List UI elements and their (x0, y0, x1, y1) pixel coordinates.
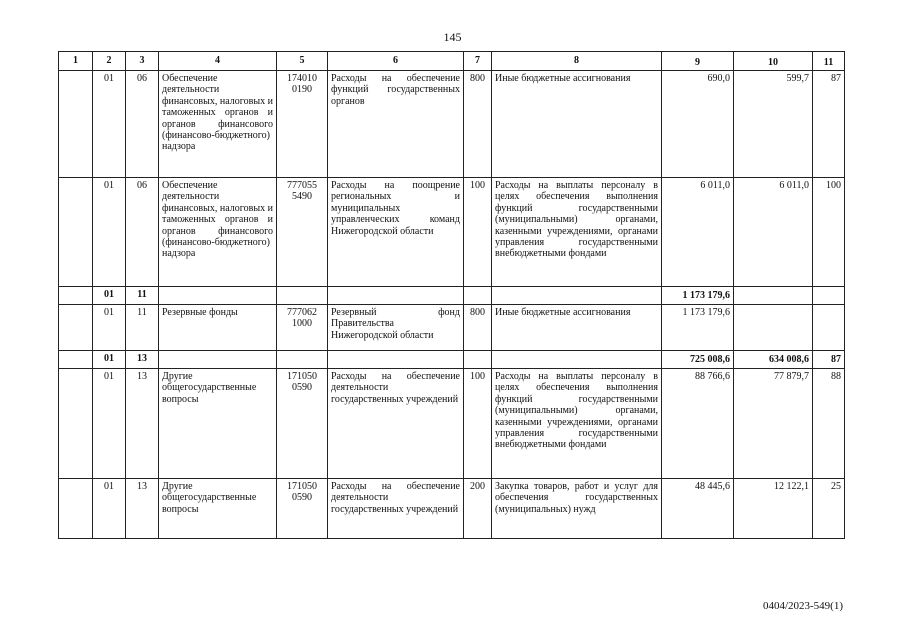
table-row (59, 305, 845, 351)
cell-actual-amount (734, 305, 813, 351)
cell-percent: 87 (813, 351, 845, 369)
column-header: 4 (159, 52, 277, 71)
cell-expense-name: Иные бюджетные ассигнования (492, 71, 662, 178)
cell-subsection: 13 (126, 351, 159, 369)
cell-subsection-name: Другие общегосударственные вопросы (159, 369, 277, 479)
cell-actual-amount: 77 879,7 (734, 369, 813, 479)
cell-subsection: 11 (126, 305, 159, 351)
document-code: 0404/2023-549(1) (762, 600, 843, 612)
column-header: 2 (93, 52, 126, 71)
cell-section: 01 (93, 351, 126, 369)
cell-plan-amount: 6 011,0 (662, 178, 734, 287)
cell-expense-type: 200 (464, 479, 492, 539)
cell-plan-amount: 48 445,6 (662, 479, 734, 539)
column-header: 9 (662, 52, 734, 71)
cell-subsection: 13 (126, 479, 159, 539)
cell-plan-amount: 690,0 (662, 71, 734, 178)
cell-target-article: 171050 0590 (277, 479, 328, 539)
table-row (59, 369, 845, 479)
column-header: 10 (734, 52, 813, 71)
cell-subsection-name (159, 287, 277, 305)
subtotal-row (59, 287, 845, 305)
cell-col1 (59, 305, 93, 351)
cell-section: 01 (93, 479, 126, 539)
page-number: 145 (443, 30, 462, 44)
cell-target-article: 171050 0590 (277, 369, 328, 479)
cell-target-name: Расходы на обеспечение деятельности государственных учреждений (328, 479, 464, 539)
cell-expense-name (492, 287, 662, 305)
cell-subsection: 06 (126, 71, 159, 178)
cell-expense-type (464, 351, 492, 369)
cell-plan-amount: 88 766,6 (662, 369, 734, 479)
cell-section: 01 (93, 369, 126, 479)
cell-expense-name: Закупка товаров, работ и услуг для обеспечения государственных (муниципальных) нужд (492, 479, 662, 539)
cell-col1 (59, 287, 93, 305)
table-row (59, 178, 845, 287)
cell-expense-type: 800 (464, 305, 492, 351)
cell-plan-amount: 1 173 179,6 (662, 287, 734, 305)
cell-col1 (59, 369, 93, 479)
cell-percent: 25 (813, 479, 845, 539)
cell-percent: 87 (813, 71, 845, 178)
cell-subsection-name: Резервные фонды (159, 305, 277, 351)
cell-col1 (59, 351, 93, 369)
cell-target-article: 174010 0190 (277, 71, 328, 178)
cell-target-name (328, 351, 464, 369)
cell-percent (813, 305, 845, 351)
cell-expense-type (464, 287, 492, 305)
cell-expense-type: 100 (464, 178, 492, 287)
cell-subsection-name: Обеспечение деятельности финансовых, налоговых и таможенных органов и органов финансового (финансово-бюджетного) надзора (159, 178, 277, 287)
budget-table (58, 51, 845, 539)
cell-target-name: Расходы на обеспечение деятельности государственных учреждений (328, 369, 464, 479)
cell-actual-amount: 6 011,0 (734, 178, 813, 287)
column-header: 7 (464, 52, 492, 71)
table-row (59, 479, 845, 539)
table-row (59, 71, 845, 178)
cell-target-article (277, 287, 328, 305)
cell-col1 (59, 178, 93, 287)
cell-expense-name: Расходы на выплаты персоналу в целях обеспечения выполнения функций государственными (муниципальными) органами, казенными учреждениями, органами управления государственными внебюджетными фондами (492, 178, 662, 287)
cell-actual-amount: 12 122,1 (734, 479, 813, 539)
cell-plan-amount: 725 008,6 (662, 351, 734, 369)
column-header: 6 (328, 52, 464, 71)
cell-col1 (59, 71, 93, 178)
cell-subsection-name (159, 351, 277, 369)
column-header: 3 (126, 52, 159, 71)
cell-subsection-name: Обеспечение деятельности финансовых, налоговых и таможенных органов и органов финансового (финансово-бюджетного) надзора (159, 71, 277, 178)
column-header: 8 (492, 52, 662, 71)
cell-expense-type: 800 (464, 71, 492, 178)
cell-target-article: 777062 1000 (277, 305, 328, 351)
cell-subsection-name: Другие общегосударственные вопросы (159, 479, 277, 539)
cell-col1 (59, 479, 93, 539)
cell-target-name: Резервный фонд Правительства Нижегородской области (328, 305, 464, 351)
cell-actual-amount: 599,7 (734, 71, 813, 178)
cell-subsection: 13 (126, 369, 159, 479)
cell-subsection: 06 (126, 178, 159, 287)
column-header: 11 (813, 52, 845, 71)
cell-target-article: 777055 5490 (277, 178, 328, 287)
cell-plan-amount: 1 173 179,6 (662, 305, 734, 351)
cell-section: 01 (93, 178, 126, 287)
cell-target-name (328, 287, 464, 305)
cell-target-name: Расходы на обеспечение функций государственных органов (328, 71, 464, 178)
table-header-row (59, 52, 845, 71)
subtotal-row (59, 351, 845, 369)
cell-section: 01 (93, 305, 126, 351)
cell-percent (813, 287, 845, 305)
cell-actual-amount (734, 287, 813, 305)
column-header: 1 (59, 52, 93, 71)
cell-actual-amount: 634 008,6 (734, 351, 813, 369)
cell-percent: 88 (813, 369, 845, 479)
cell-expense-type: 100 (464, 369, 492, 479)
cell-expense-name: Расходы на выплаты персоналу в целях обеспечения выполнения функций государственными (муниципальными) органами, казенными учреждениями, органами управления государственными внебюджетными фондами (492, 369, 662, 479)
cell-expense-name (492, 351, 662, 369)
cell-section: 01 (93, 71, 126, 178)
cell-target-article (277, 351, 328, 369)
cell-section: 01 (93, 287, 126, 305)
column-header: 5 (277, 52, 328, 71)
cell-expense-name: Иные бюджетные ассигнования (492, 305, 662, 351)
cell-subsection: 11 (126, 287, 159, 305)
cell-percent: 100 (813, 178, 845, 287)
cell-target-name: Расходы на поощрение региональных и муниципальных управленческих команд Нижегородской области (328, 178, 464, 287)
